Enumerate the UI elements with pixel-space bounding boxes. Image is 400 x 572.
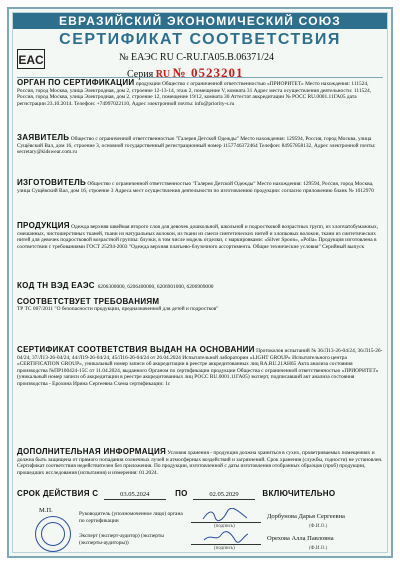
mp-label: М.П. [39, 507, 53, 514]
tnved-section [17, 283, 383, 295]
validity-line [17, 491, 383, 505]
head-role: Руководитель (уполномоченное лицо) органа по сертификации [79, 511, 183, 524]
stamp-seal [35, 516, 71, 552]
signature-caption-1: (подпись) [214, 524, 235, 529]
certificate-number: № ЕАЭС RU С-RU.ГА05.В.06371/24 [119, 52, 275, 63]
series-label: Серия [127, 69, 154, 80]
head-name: Дорбунова Дарья Сергеевна [267, 513, 345, 520]
product-section [17, 223, 383, 279]
manufacturer-heading: ИЗГОТОВИТЕЛЬ [17, 178, 87, 187]
basis-heading: СЕРТИФИКАТ СООТВЕТСТВИЯ ВЫДАН НА ОСНОВАНИИ [17, 345, 255, 354]
serial-number: № 0523201 [172, 65, 244, 80]
organ-heading: ОРГАН ПО СЕРТИФИКАЦИИ [17, 78, 135, 87]
tnved-heading: КОД ТН ВЭД ЕАЭС [17, 281, 95, 290]
union-header: ЕВРАЗИЙСКИЙ ЭКОНОМИЧЕСКИЙ СОЮЗ [13, 13, 387, 29]
basis-text: Протоколов испытаний № 36/Л13-26-04/24, 36/Л15-26-04/24, 37/Л13-26-04/24, 44/Л19-26-04/24, 45/Л16-26-04/24 от 26.04.2024 Испытательной лаборатории «LIGHT GROUP» Испытательного центра «CERTIFICATION GROUP», уникальный номер записи об аккредитации в реестре аккредитованных лиц RA.RU.21АН65 Акта анализа состояния производства №ПР100424-15С от 11.04.2024, выданного Органом по сертификации продукции Общества с ограниченной ответственностью «ПРИОРИТЕТ» (уникальный номер записи об аккредитации в реестре аккредитованных лиц РОСС RU.0001.11ГА05) эксперт, подписавший акт анализа состояния производства - Ерохина Ирина Сергеевна Схема сертификации: 1с [17, 348, 383, 387]
extra-info-text: Условия хранения - продукция должна храниться в сухих, проветриваемых помещениях и должна быть защищена от прямого попадания солнечных лучей и атмосферных воздействий и загрязнений. Срок хранения (службы, годности) не установлен. Сертификат соответствия недействителен без приложения. По продукции, изготовленной с даты изготовления отобранных образцов (проб) продукции, прошедших исследования (испытания) и измерения: 01.2024. [17, 450, 383, 476]
eac-mark: EAC [17, 49, 45, 69]
expert-name: Орехова Алла Павловна [267, 535, 334, 542]
manufacturer-text: Общество с ограниченной ответственностью "Галерея Детской Одежды" Место нахождения: 129594, Россия, город Москва, улица Сущёвский Вал, дом 16, строение 3 Адреса мест осуществления деятельности по изготовлению продукции: согласно приложению бланк № 1012970 [17, 181, 374, 194]
applicant-heading: ЗАЯВИТЕЛЬ [17, 133, 70, 142]
head-signature [191, 512, 261, 523]
manufacturer-section [17, 180, 383, 220]
organ-section [17, 80, 383, 132]
requirements-heading: СООТВЕТСТВУЕТ ТРЕБОВАНИЯМ [17, 297, 160, 306]
expert-role: Эксперт (эксперт-аудитор) (эксперты (эксперты-аудиторы)) [79, 533, 164, 546]
fio-caption-1: (Ф.И.О.) [309, 524, 328, 529]
applicant-text: Общество с ограниченной ответственностью "Галерея Детской Одежды" Место нахождения: 129594, Россия, город Москва, улица Сущёвский Вал, дом 16, строение 3, основной государственный регистрационный номер 1157746372464 Телефон: 84957858132, Адрес электронной почты: secretary@kidswear.com.ru [17, 136, 376, 155]
validity-to: 02.05.2029 [193, 492, 255, 500]
extra-info-section [17, 449, 383, 489]
series-line [127, 65, 243, 81]
certificate-title: СЕРТИФИКАТ СООТВЕТСТВИЯ [59, 31, 341, 48]
expert-signature [191, 534, 261, 545]
fio-caption-2: (Ф.И.О.) [309, 546, 328, 551]
organ-text: продукции Общество с ограниченной ответственностью «ПРИОРИТЕТ» Место нахождения: 111524, Россия, город Москва, улица Электродная, дом 2, строение 12-13-14, этаж 2, помещение V, комната 31 Адрес места осуществления деятельности: 111524, Россия, город Москва, улица Электродная, дом 2, строение 12, помещение 19/12, комната 30 Аттестат аккредитации № РОСС RU.0001.11ГА05 дата регистрации 23.10.2014. Телефон: +74997022110, Адрес электронной почты: info@priority-s.ru [17, 81, 371, 107]
tnved-text: 6206300000, 6206400000, 6206901000, 6206909000 [97, 284, 214, 290]
certificate [7, 7, 393, 558]
product-text: Одежда верхняя швейная второго слоя для девочек дошкольной, школьной и подростковой возрастных групп, из хлопчатобумажных, смешанных, чистошерстяных тканей, ткани из натуральных волокон, из ткани из смеси синтетических нитей и хлопковых волокон, ткани из синтетических нитей для девочек подростковой возрастной группы: блузки, в том числе модель отделки, с маркировками: «Silver Spoon», «Polla» Продукция изготовлена в соответствии с требованиями ГОСТ 25294-2003 "Одежда верхняя платьево-блузочного ассортимента. Общие технические условия" Серийный выпуск [17, 224, 379, 250]
signature-caption-2: (подпись) [214, 546, 235, 551]
validity-to-label: ПО [175, 489, 188, 498]
validity-heading: СРОК ДЕЙСТВИЯ С [17, 489, 99, 498]
applicant-section [17, 135, 383, 177]
requirements-section [17, 299, 383, 321]
product-heading: ПРОДУКЦИЯ [17, 221, 70, 230]
basis-section [17, 347, 383, 411]
extra-info-heading: ДОПОЛНИТЕЛЬНАЯ ИНФОРМАЦИЯ [17, 447, 167, 456]
requirements-text: ТР ТС 007/2011 "О безопасности продукции, предназначенной для детей и подростков" [17, 305, 219, 312]
validity-inclusive: ВКЛЮЧИТЕЛЬНО [262, 489, 336, 498]
series-code: RU [155, 69, 171, 80]
validity-from: 03.05.2024 [104, 492, 166, 500]
